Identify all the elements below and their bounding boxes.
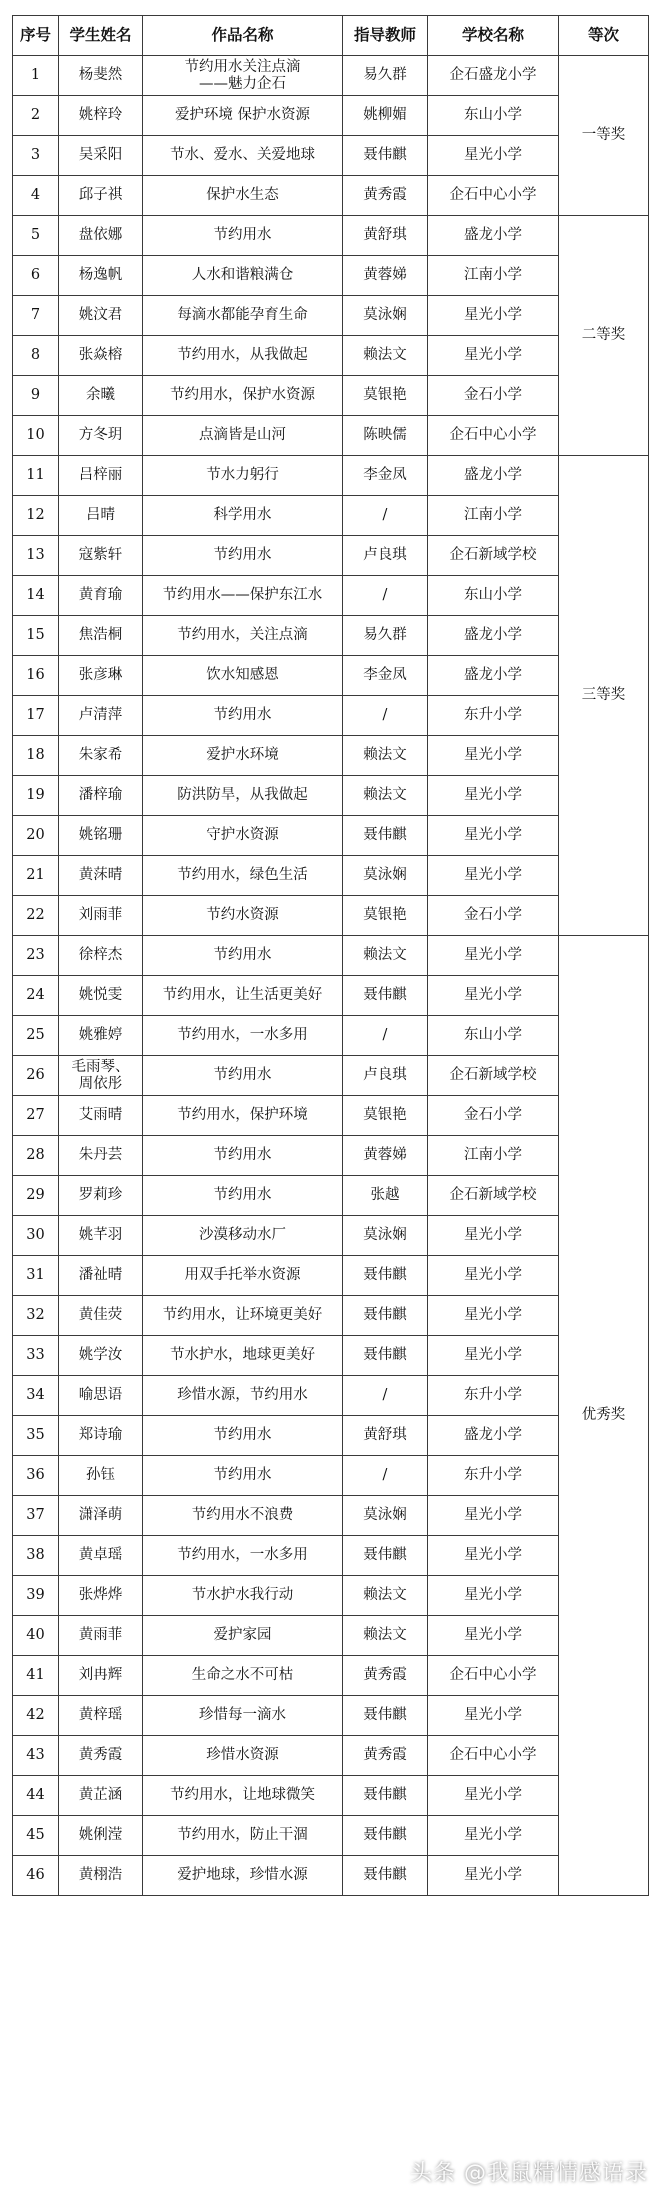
row-number: 3 bbox=[13, 136, 59, 176]
work-title: 生命之水不可枯 bbox=[143, 1656, 343, 1696]
student-name: 姚悦雯 bbox=[59, 976, 143, 1016]
school-name: 江南小学 bbox=[428, 1136, 559, 1176]
school-name: 金石小学 bbox=[428, 896, 559, 936]
table-row bbox=[13, 776, 649, 816]
row-number: 21 bbox=[13, 856, 59, 896]
student-name: 黄卓瑶 bbox=[59, 1536, 143, 1576]
table-row bbox=[13, 1576, 649, 1616]
header-level: 等次 bbox=[559, 16, 649, 56]
table-row bbox=[13, 1416, 649, 1456]
table-row bbox=[13, 1216, 649, 1256]
award-level: 优秀奖 bbox=[559, 936, 649, 1896]
row-number: 18 bbox=[13, 736, 59, 776]
row-number: 14 bbox=[13, 576, 59, 616]
work-title: 珍惜水源，节约用水 bbox=[143, 1376, 343, 1416]
student-name: 朱家希 bbox=[59, 736, 143, 776]
header-number: 序号 bbox=[13, 16, 59, 56]
teacher-name: 易久群 bbox=[343, 56, 428, 96]
row-number: 20 bbox=[13, 816, 59, 856]
work-title: 珍惜水资源 bbox=[143, 1736, 343, 1776]
student-name: 姚雅婷 bbox=[59, 1016, 143, 1056]
award-table bbox=[12, 15, 649, 1896]
row-number: 42 bbox=[13, 1696, 59, 1736]
header-row bbox=[13, 16, 649, 56]
row-number: 32 bbox=[13, 1296, 59, 1336]
school-name: 江南小学 bbox=[428, 496, 559, 536]
teacher-name: 聂伟麒 bbox=[343, 816, 428, 856]
table-row bbox=[13, 536, 649, 576]
school-name: 东升小学 bbox=[428, 696, 559, 736]
work-title: 节约用水，一水多用 bbox=[143, 1536, 343, 1576]
work-title: 节约用水，保护环境 bbox=[143, 1096, 343, 1136]
teacher-name: 赖法文 bbox=[343, 1616, 428, 1656]
row-number: 11 bbox=[13, 456, 59, 496]
student-name: 姚梓玲 bbox=[59, 96, 143, 136]
work-title: 爱护水环境 bbox=[143, 736, 343, 776]
table-row bbox=[13, 616, 649, 656]
student-name: 姚芊羽 bbox=[59, 1216, 143, 1256]
student-name: 张焱榕 bbox=[59, 336, 143, 376]
school-name: 金石小学 bbox=[428, 376, 559, 416]
work-title: 爱护环境 保护水资源 bbox=[143, 96, 343, 136]
row-number: 30 bbox=[13, 1216, 59, 1256]
table-row bbox=[13, 1616, 649, 1656]
row-number: 23 bbox=[13, 936, 59, 976]
work-title: 爱护家园 bbox=[143, 1616, 343, 1656]
work-title: 节约用水——保护东江水 bbox=[143, 576, 343, 616]
student-name: 黄芷涵 bbox=[59, 1776, 143, 1816]
table-row bbox=[13, 936, 649, 976]
teacher-name: 莫泳娴 bbox=[343, 1216, 428, 1256]
teacher-name: 莫泳娴 bbox=[343, 1496, 428, 1536]
school-name: 企石新域学校 bbox=[428, 1056, 559, 1096]
table-row bbox=[13, 1056, 649, 1096]
watermark: 头条 @我鼠精情感语录 bbox=[410, 2161, 648, 2186]
teacher-name: 李金凤 bbox=[343, 456, 428, 496]
school-name: 星光小学 bbox=[428, 136, 559, 176]
teacher-name: 聂伟麒 bbox=[343, 1776, 428, 1816]
school-name: 星光小学 bbox=[428, 1336, 559, 1376]
row-number: 26 bbox=[13, 1056, 59, 1096]
work-title: 节水护水我行动 bbox=[143, 1576, 343, 1616]
teacher-name: 黄蓉娣 bbox=[343, 1136, 428, 1176]
student-name: 姚铭珊 bbox=[59, 816, 143, 856]
work-title: 节约用水 bbox=[143, 936, 343, 976]
work-title: 节约用水，让环境更美好 bbox=[143, 1296, 343, 1336]
student-name: 黄雨菲 bbox=[59, 1616, 143, 1656]
work-title: 节约用水不浪费 bbox=[143, 1496, 343, 1536]
work-title: 沙漠移动水厂 bbox=[143, 1216, 343, 1256]
table-row bbox=[13, 1296, 649, 1336]
work-title: 节约用水 bbox=[143, 696, 343, 736]
school-name: 星光小学 bbox=[428, 736, 559, 776]
student-name: 吴采阳 bbox=[59, 136, 143, 176]
table-row bbox=[13, 56, 649, 96]
school-name: 盛龙小学 bbox=[428, 1416, 559, 1456]
work-title: 节约用水，一水多用 bbox=[143, 1016, 343, 1056]
student-name: 姚汶君 bbox=[59, 296, 143, 336]
student-name: 姚俐滢 bbox=[59, 1816, 143, 1856]
row-number: 28 bbox=[13, 1136, 59, 1176]
teacher-name: / bbox=[343, 576, 428, 616]
teacher-name: 赖法文 bbox=[343, 936, 428, 976]
row-number: 15 bbox=[13, 616, 59, 656]
work-title: 节约用水，防止干涸 bbox=[143, 1816, 343, 1856]
award-level: 一等奖 bbox=[559, 56, 649, 216]
work-title: 节约水资源 bbox=[143, 896, 343, 936]
table-row bbox=[13, 1736, 649, 1776]
student-name: 黄秀霞 bbox=[59, 1736, 143, 1776]
work-title: 节约用水，从我做起 bbox=[143, 336, 343, 376]
row-number: 9 bbox=[13, 376, 59, 416]
student-name: 盘依娜 bbox=[59, 216, 143, 256]
table-row bbox=[13, 736, 649, 776]
header-school: 学校名称 bbox=[428, 16, 559, 56]
row-number: 24 bbox=[13, 976, 59, 1016]
school-name: 东山小学 bbox=[428, 576, 559, 616]
teacher-name: 黄秀霞 bbox=[343, 176, 428, 216]
student-name: 毛雨琴、 周依彤 bbox=[59, 1056, 143, 1096]
school-name: 星光小学 bbox=[428, 1856, 559, 1896]
school-name: 星光小学 bbox=[428, 1256, 559, 1296]
table-row bbox=[13, 136, 649, 176]
school-name: 东升小学 bbox=[428, 1456, 559, 1496]
table-row bbox=[13, 256, 649, 296]
school-name: 星光小学 bbox=[428, 976, 559, 1016]
row-number: 25 bbox=[13, 1016, 59, 1056]
work-title: 防洪防旱，从我做起 bbox=[143, 776, 343, 816]
teacher-name: / bbox=[343, 496, 428, 536]
student-name: 刘雨菲 bbox=[59, 896, 143, 936]
student-name: 黄育瑜 bbox=[59, 576, 143, 616]
teacher-name: 莫银艳 bbox=[343, 896, 428, 936]
header-student-name: 学生姓名 bbox=[59, 16, 143, 56]
school-name: 星光小学 bbox=[428, 296, 559, 336]
work-title: 节约用水关注点滴 ——魅力企石 bbox=[143, 56, 343, 96]
teacher-name: 李金凤 bbox=[343, 656, 428, 696]
work-title: 保护水生态 bbox=[143, 176, 343, 216]
teacher-name: / bbox=[343, 1376, 428, 1416]
teacher-name: / bbox=[343, 1016, 428, 1056]
student-name: 方冬玥 bbox=[59, 416, 143, 456]
school-name: 企石中心小学 bbox=[428, 1656, 559, 1696]
teacher-name: 聂伟麒 bbox=[343, 136, 428, 176]
work-title: 珍惜每一滴水 bbox=[143, 1696, 343, 1736]
school-name: 星光小学 bbox=[428, 1776, 559, 1816]
table-row bbox=[13, 1016, 649, 1056]
table-row bbox=[13, 1376, 649, 1416]
student-name: 艾雨晴 bbox=[59, 1096, 143, 1136]
work-title: 节水力躬行 bbox=[143, 456, 343, 496]
teacher-name: / bbox=[343, 696, 428, 736]
school-name: 星光小学 bbox=[428, 1696, 559, 1736]
school-name: 盛龙小学 bbox=[428, 216, 559, 256]
work-title: 节约用水 bbox=[143, 216, 343, 256]
table-row bbox=[13, 1136, 649, 1176]
student-name: 姚学汝 bbox=[59, 1336, 143, 1376]
school-name: 东山小学 bbox=[428, 96, 559, 136]
work-title: 用双手托举水资源 bbox=[143, 1256, 343, 1296]
teacher-name: 赖法文 bbox=[343, 336, 428, 376]
teacher-name: 莫泳娴 bbox=[343, 296, 428, 336]
work-title: 节约用水 bbox=[143, 536, 343, 576]
teacher-name: 姚柳媚 bbox=[343, 96, 428, 136]
teacher-name: 陈映儒 bbox=[343, 416, 428, 456]
row-number: 2 bbox=[13, 96, 59, 136]
student-name: 寇紫轩 bbox=[59, 536, 143, 576]
table-row bbox=[13, 216, 649, 256]
student-name: 杨逸帆 bbox=[59, 256, 143, 296]
table-row bbox=[13, 1256, 649, 1296]
row-number: 4 bbox=[13, 176, 59, 216]
school-name: 星光小学 bbox=[428, 856, 559, 896]
table-row bbox=[13, 816, 649, 856]
table-row bbox=[13, 656, 649, 696]
teacher-name: 卢良琪 bbox=[343, 536, 428, 576]
student-name: 黄莯晴 bbox=[59, 856, 143, 896]
row-number: 22 bbox=[13, 896, 59, 936]
school-name: 企石中心小学 bbox=[428, 1736, 559, 1776]
work-title: 科学用水 bbox=[143, 496, 343, 536]
teacher-name: 黄舒琪 bbox=[343, 1416, 428, 1456]
teacher-name: 易久群 bbox=[343, 616, 428, 656]
table-row bbox=[13, 176, 649, 216]
header-teacher: 指导教师 bbox=[343, 16, 428, 56]
teacher-name: 聂伟麒 bbox=[343, 1816, 428, 1856]
teacher-name: 黄秀霞 bbox=[343, 1736, 428, 1776]
table-row bbox=[13, 96, 649, 136]
student-name: 刘冉辉 bbox=[59, 1656, 143, 1696]
student-name: 杨斐然 bbox=[59, 56, 143, 96]
table-row bbox=[13, 1336, 649, 1376]
header-work-title: 作品名称 bbox=[143, 16, 343, 56]
row-number: 13 bbox=[13, 536, 59, 576]
table-body bbox=[13, 56, 649, 1896]
row-number: 6 bbox=[13, 256, 59, 296]
school-name: 星光小学 bbox=[428, 1616, 559, 1656]
student-name: 邱子祺 bbox=[59, 176, 143, 216]
school-name: 企石新域学校 bbox=[428, 536, 559, 576]
work-title: 节约用水 bbox=[143, 1056, 343, 1096]
table-row bbox=[13, 336, 649, 376]
student-name: 张烨烨 bbox=[59, 1576, 143, 1616]
table-row bbox=[13, 576, 649, 616]
school-name: 盛龙小学 bbox=[428, 616, 559, 656]
table-row bbox=[13, 1776, 649, 1816]
student-name: 徐梓杰 bbox=[59, 936, 143, 976]
teacher-name: 聂伟麒 bbox=[343, 1696, 428, 1736]
table-row bbox=[13, 1856, 649, 1896]
teacher-name: 聂伟麒 bbox=[343, 976, 428, 1016]
school-name: 企石新域学校 bbox=[428, 1176, 559, 1216]
work-title: 节约用水，让地球微笑 bbox=[143, 1776, 343, 1816]
school-name: 东山小学 bbox=[428, 1016, 559, 1056]
table-row bbox=[13, 296, 649, 336]
row-number: 31 bbox=[13, 1256, 59, 1296]
student-name: 孙钰 bbox=[59, 1456, 143, 1496]
table-row bbox=[13, 1816, 649, 1856]
school-name: 星光小学 bbox=[428, 1496, 559, 1536]
row-number: 27 bbox=[13, 1096, 59, 1136]
teacher-name: 聂伟麒 bbox=[343, 1296, 428, 1336]
teacher-name: 赖法文 bbox=[343, 736, 428, 776]
student-name: 黄栩浩 bbox=[59, 1856, 143, 1896]
student-name: 潇泽萌 bbox=[59, 1496, 143, 1536]
row-number: 43 bbox=[13, 1736, 59, 1776]
teacher-name: 聂伟麒 bbox=[343, 1856, 428, 1896]
row-number: 37 bbox=[13, 1496, 59, 1536]
table-row bbox=[13, 1696, 649, 1736]
work-title: 饮水知感恩 bbox=[143, 656, 343, 696]
school-name: 星光小学 bbox=[428, 1216, 559, 1256]
student-name: 罗莉珍 bbox=[59, 1176, 143, 1216]
table-row bbox=[13, 416, 649, 456]
school-name: 金石小学 bbox=[428, 1096, 559, 1136]
row-number: 40 bbox=[13, 1616, 59, 1656]
school-name: 东升小学 bbox=[428, 1376, 559, 1416]
work-title: 节约用水 bbox=[143, 1416, 343, 1456]
row-number: 10 bbox=[13, 416, 59, 456]
teacher-name: 卢良琪 bbox=[343, 1056, 428, 1096]
teacher-name: 黄蓉娣 bbox=[343, 256, 428, 296]
table-row bbox=[13, 1096, 649, 1136]
student-name: 朱丹芸 bbox=[59, 1136, 143, 1176]
row-number: 29 bbox=[13, 1176, 59, 1216]
teacher-name: 黄舒琪 bbox=[343, 216, 428, 256]
row-number: 36 bbox=[13, 1456, 59, 1496]
teacher-name: / bbox=[343, 1456, 428, 1496]
table-row bbox=[13, 1656, 649, 1696]
row-number: 35 bbox=[13, 1416, 59, 1456]
school-name: 星光小学 bbox=[428, 936, 559, 976]
school-name: 盛龙小学 bbox=[428, 656, 559, 696]
school-name: 星光小学 bbox=[428, 1296, 559, 1336]
row-number: 45 bbox=[13, 1816, 59, 1856]
row-number: 38 bbox=[13, 1536, 59, 1576]
row-number: 8 bbox=[13, 336, 59, 376]
work-title: 爱护地球，珍惜水源 bbox=[143, 1856, 343, 1896]
school-name: 星光小学 bbox=[428, 1816, 559, 1856]
work-title: 节水、爱水、关爱地球 bbox=[143, 136, 343, 176]
table-row bbox=[13, 896, 649, 936]
work-title: 点滴皆是山河 bbox=[143, 416, 343, 456]
work-title: 守护水资源 bbox=[143, 816, 343, 856]
row-number: 44 bbox=[13, 1776, 59, 1816]
work-title: 节水护水，地球更美好 bbox=[143, 1336, 343, 1376]
row-number: 7 bbox=[13, 296, 59, 336]
student-name: 郑诗瑜 bbox=[59, 1416, 143, 1456]
work-title: 节约用水，保护水资源 bbox=[143, 376, 343, 416]
student-name: 潘祉晴 bbox=[59, 1256, 143, 1296]
student-name: 卢清萍 bbox=[59, 696, 143, 736]
row-number: 17 bbox=[13, 696, 59, 736]
table-row bbox=[13, 856, 649, 896]
student-name: 黄佳荧 bbox=[59, 1296, 143, 1336]
table-row bbox=[13, 1496, 649, 1536]
work-title: 人水和谐粮满仓 bbox=[143, 256, 343, 296]
table-row bbox=[13, 1536, 649, 1576]
student-name: 张彦琳 bbox=[59, 656, 143, 696]
student-name: 吕晴 bbox=[59, 496, 143, 536]
teacher-name: 赖法文 bbox=[343, 1576, 428, 1616]
award-level: 三等奖 bbox=[559, 456, 649, 936]
table-row bbox=[13, 1456, 649, 1496]
school-name: 星光小学 bbox=[428, 336, 559, 376]
row-number: 39 bbox=[13, 1576, 59, 1616]
school-name: 星光小学 bbox=[428, 1536, 559, 1576]
teacher-name: 莫银艳 bbox=[343, 376, 428, 416]
student-name: 潘梓瑜 bbox=[59, 776, 143, 816]
school-name: 企石盛龙小学 bbox=[428, 56, 559, 96]
school-name: 江南小学 bbox=[428, 256, 559, 296]
school-name: 星光小学 bbox=[428, 816, 559, 856]
award-level: 二等奖 bbox=[559, 216, 649, 456]
student-name: 黄梓瑶 bbox=[59, 1696, 143, 1736]
work-title: 节约用水 bbox=[143, 1136, 343, 1176]
school-name: 企石中心小学 bbox=[428, 176, 559, 216]
school-name: 星光小学 bbox=[428, 776, 559, 816]
teacher-name: 聂伟麒 bbox=[343, 1256, 428, 1296]
teacher-name: 聂伟麒 bbox=[343, 1336, 428, 1376]
row-number: 1 bbox=[13, 56, 59, 96]
work-title: 节约用水 bbox=[143, 1456, 343, 1496]
teacher-name: 赖法文 bbox=[343, 776, 428, 816]
work-title: 节约用水 bbox=[143, 1176, 343, 1216]
row-number: 16 bbox=[13, 656, 59, 696]
work-title: 每滴水都能孕育生命 bbox=[143, 296, 343, 336]
row-number: 33 bbox=[13, 1336, 59, 1376]
table-row bbox=[13, 456, 649, 496]
table-row bbox=[13, 496, 649, 536]
school-name: 企石中心小学 bbox=[428, 416, 559, 456]
table-row bbox=[13, 976, 649, 1016]
school-name: 星光小学 bbox=[428, 1576, 559, 1616]
student-name: 吕梓丽 bbox=[59, 456, 143, 496]
row-number: 5 bbox=[13, 216, 59, 256]
teacher-name: 聂伟麒 bbox=[343, 1536, 428, 1576]
student-name: 余曦 bbox=[59, 376, 143, 416]
school-name: 盛龙小学 bbox=[428, 456, 559, 496]
work-title: 节约用水，让生活更美好 bbox=[143, 976, 343, 1016]
student-name: 喻思语 bbox=[59, 1376, 143, 1416]
table-row bbox=[13, 1176, 649, 1216]
teacher-name: 莫泳娴 bbox=[343, 856, 428, 896]
row-number: 46 bbox=[13, 1856, 59, 1896]
row-number: 12 bbox=[13, 496, 59, 536]
work-title: 节约用水，关注点滴 bbox=[143, 616, 343, 656]
teacher-name: 张越 bbox=[343, 1176, 428, 1216]
work-title: 节约用水，绿色生活 bbox=[143, 856, 343, 896]
teacher-name: 莫银艳 bbox=[343, 1096, 428, 1136]
row-number: 19 bbox=[13, 776, 59, 816]
teacher-name: 黄秀霞 bbox=[343, 1656, 428, 1696]
student-name: 焦浩桐 bbox=[59, 616, 143, 656]
row-number: 34 bbox=[13, 1376, 59, 1416]
table-row bbox=[13, 696, 649, 736]
table-row bbox=[13, 376, 649, 416]
row-number: 41 bbox=[13, 1656, 59, 1696]
